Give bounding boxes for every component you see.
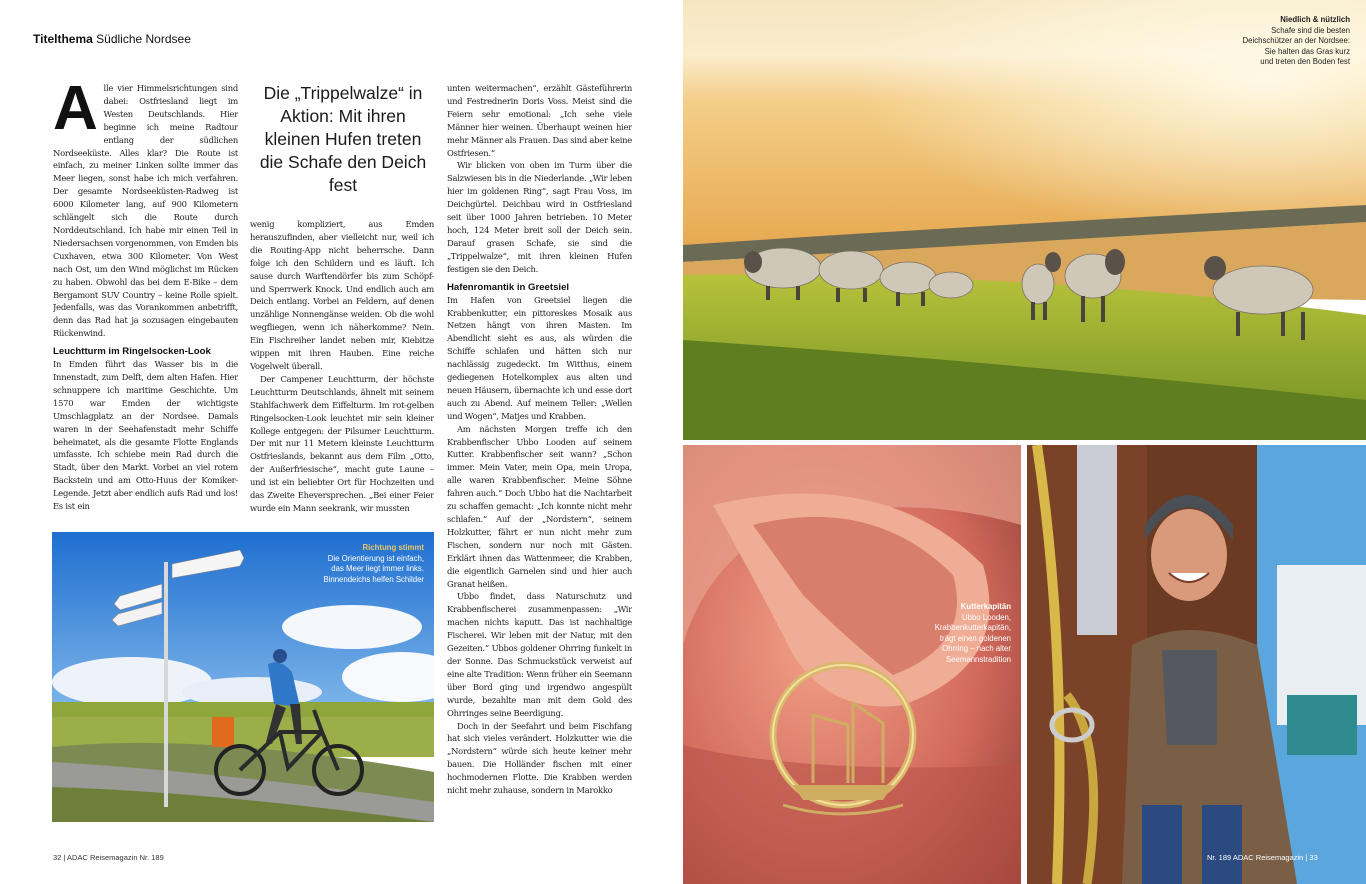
paragraph: Am nächsten Morgen treffe ich den Krabbenfischer Ubbo Looden auf seinem Kutter. Krabbenfischer seit wann? „Schon immer. Mein Vater, mein Opa, mein Uropa, alle waren Krabbenfischer. Meine Söhne fahren auch.“ Doch Ubbo hat die Nachtarbeit zu schaffen gemacht: „Ich konnte nicht mehr schlafen.“ Auf der „Nordstern“, seinem Holzkutter, fährt er nun nicht mehr zum Fischen, sondern nur noch mit Gästen. Erklärt ihnen das Wattenmeer, die Krabben, die eigentlich Garnelen sind und hier auch Granat heißen. [447, 423, 632, 589]
caption-title: Kutterkapitän [960, 602, 1011, 611]
paragraph: unten weitermachen“, erzählt Gästeführerin und Festrednerin Doris Voss. Meist sind die Feiern sehr emotional: „Ich sehe viele Männer hier weinen. Überhaupt weinen hier mehr Männer als Frauen. Das sind aber keine Ostfriesen.“ [447, 83, 632, 158]
section-label: Titelthema [33, 32, 93, 46]
photo-gold-earring [683, 445, 1021, 884]
caption-line: Schafe sind die besten [1271, 25, 1350, 35]
paragraph: Der Campener Leuchtturm, der höchste Leuchtturm Deutschlands, ähnelt mit seinem Stahlfachwerk dem Eiffelturm. Im rot-gelben Ringelsocken-Look leuchtet mir sein kleiner Kollege entgegen: der Pilsumer Leuchtturm. Der mit nur 11 Metern kleinste Leuchtturm Ostfrieslands, bekannt aus dem Film „Otto, der Außerfriesische“, macht gute Laune – und ist ein beliebter Ort für Hochzeiten und das Zweite Eheversprechen. „Bei einer Feier wurde ein Mann seekrank, wir mussten [250, 373, 434, 513]
section-header [33, 32, 191, 46]
text-column-1 [53, 82, 238, 524]
caption-line: Krabbenkutterkapitän, [934, 623, 1011, 632]
caption-bike [323, 543, 424, 585]
subheading-harbour: Hafenromantik in Greetsiel [447, 281, 570, 293]
photo-cyclist-signpost [52, 532, 434, 822]
drop-cap: A [53, 82, 98, 143]
caption-title: Richtung stimmt [362, 543, 424, 552]
caption-line: das Meer liegt immer links. [331, 564, 424, 573]
intro-text: lle vier Himmelsrichtungen sind dabei: Ostfriesland liegt im Westen Deutschlands. Hier beginne ich meine Radtour entlang der südlichen Nordseeküste. Alles klar? Die Route ist einfach, zu meiner Linken sollte immer das Meer liegen, sonst habe ich mich verfahren. Der gesamte Nordseeküsten-Radweg ist 6000 Kilometer lang, auf 900 Kilometern schlängelt sich die Route durch Norddeutschland. Ich habe mir einen Teil in Niedersachsen vorgenommen, von Emden bis Cuxhaven, etwa 300 Kilometer. Von West nach Ost, um den Wind möglichst im Rücken zu haben. Obwohl das bei dem E-Bike – dem Bergamont SUV Country – keine Rolle spielt. Jedenfalls, was das Vorankommen anbetrifft, denn das Rad hat ja sozusagen eingebauten Rückenwind. [53, 83, 238, 339]
caption-line: Seemannstradition [945, 654, 1011, 664]
page-number-left: 32 | ADAC Reisemagazin Nr. 189 [53, 853, 164, 862]
caption-line: Ubbo Looden, [962, 612, 1011, 622]
paragraph: Wir blicken von oben im Turm über die Salzwiesen bis in die Niederlande. „Wir leben hier im goldenen Ring“, sagt Frau Voss, im Deichgürtel. Deichbau wird in Ostfriesland seit über 1000 Jahren betrieben. 10 Meter hoch, 124 Meter breit soll der Deich sein. Darauf grasen Schafe, sie sind die „Trippelwalze“, mit ihren kleinen Hufen festigen sie den Deich. [447, 160, 632, 274]
pull-quote: Die „Trippelwalze“ in Aktion: Mit ihren kleinen Hufen treten die Schafe den Deich fest [259, 83, 427, 195]
photo-fisherman-portrait [1027, 445, 1366, 884]
page-number-right: Nr. 189 ADAC Reisemagazin | 33 [1207, 853, 1318, 862]
section-topic: Südliche Nordsee [96, 32, 191, 46]
text-column-2 [250, 218, 434, 524]
subheading-lighthouse: Leuchtturm im Ringelsocken-Look [53, 346, 211, 358]
paragraph: Im Hafen von Greetsiel liegen die Krabbenkutter, ein pittoreskes Mosaik aus Netzen hängt von ihren Masten. Im Abendlicht sieht es aus, als würden die Schiffe schlafen und hätten sich nur nachlässig zugedeckt. Im Witthus, einem gediegenen Hotelkomplex aus alten und neuen Häusern, übernachte ich und esse dort auch zu Abend. Auf meinem Teller: „Wellen und Wogen“, Matjes und Krabben. [447, 294, 632, 421]
caption-line: Binnendeichs helfen Schilder [323, 574, 424, 584]
caption-line: Deichschützer an der Nordsee: [1242, 36, 1350, 45]
caption-earring [935, 602, 1011, 665]
photo-sheep-on-dike [683, 0, 1366, 440]
article-intro-paragraph [53, 82, 238, 340]
caption-line: trägt einen goldenen [939, 633, 1011, 643]
caption-title: Niedlich & nützlich [1280, 15, 1350, 24]
caption-line: Ohrring – nach alter [942, 644, 1011, 653]
caption-dike [1243, 15, 1350, 68]
caption-line: und treten den Boden fest [1260, 57, 1350, 66]
paragraph: In Emden führt das Wasser bis in die Innenstadt, zum Delft, dem alten Hafen. Hier schnuppere ich maritime Geschichte. Um 1570 war Emden der wichtigste Umschlagplatz an der Nordsee. Damals waren in der Seehafenstadt mehr Schiffe beheimatet, als die gesamte Flotte Englands umfasste. Ich schiebe mein Rad durch die Stadt, über den Markt. Vorbei an viel rotem Backstein und am Otto-Huus der Komiker-Legende. Jetzt aber endlich aufs Rad und los! Es ist ein [53, 359, 238, 512]
text-column-3 [447, 82, 632, 826]
paragraph: wenig kompliziert, aus Emden herauszufinden, aber vielleicht nur, weil ich die Routing-App nicht beherrsche. Dann folge ich den Schildern und es läuft. Ich sause durch Warftendörfer bis zum Schöpf- und Sperrwerk Knock. Und endlich auch am Deich entlang. Vorbei an Feldern, auf denen unzählige Nonnengänse weiden. Ob die wohl wegfliegen, wenn ich näherkomme? Nein. Ein Fischreiher landet neben mir, Kiebitze wippen mit ihren Hauben. Eine reiche Vogelwelt überall. [250, 219, 434, 371]
paragraph: Doch in der Seefahrt und beim Fischfang hat sich vieles verändert. Holzkutter wie die „Nordstern“ würde sich heute keiner mehr bauen. Die Holländer fischen mit einer hochmodernen Flotte. Die Krabben werden nicht mehr zuhause, sondern in Marokko [447, 720, 632, 796]
caption-line: Sie halten das Gras kurz [1264, 46, 1350, 56]
paragraph: Ubbo findet, dass Naturschutz und Krabbenfischerei zusammenpassen: „Wir machen nichts kaputt. Das ist nachhaltige Fischerei. Wir leben mit der Natur, mit den Gezeiten.“ Ubbos goldener Ohrring funkelt in der Sonne. Das Schmuckstück verweist auf eine alte Tradition: Wenn früher ein Seemann über Bord ging und irgendwo angespült wurde, bezahlte man mit dem Gold des Ohrringes seine Beerdigung. [447, 591, 632, 718]
caption-line: Die Orientierung ist einfach, [327, 553, 424, 563]
